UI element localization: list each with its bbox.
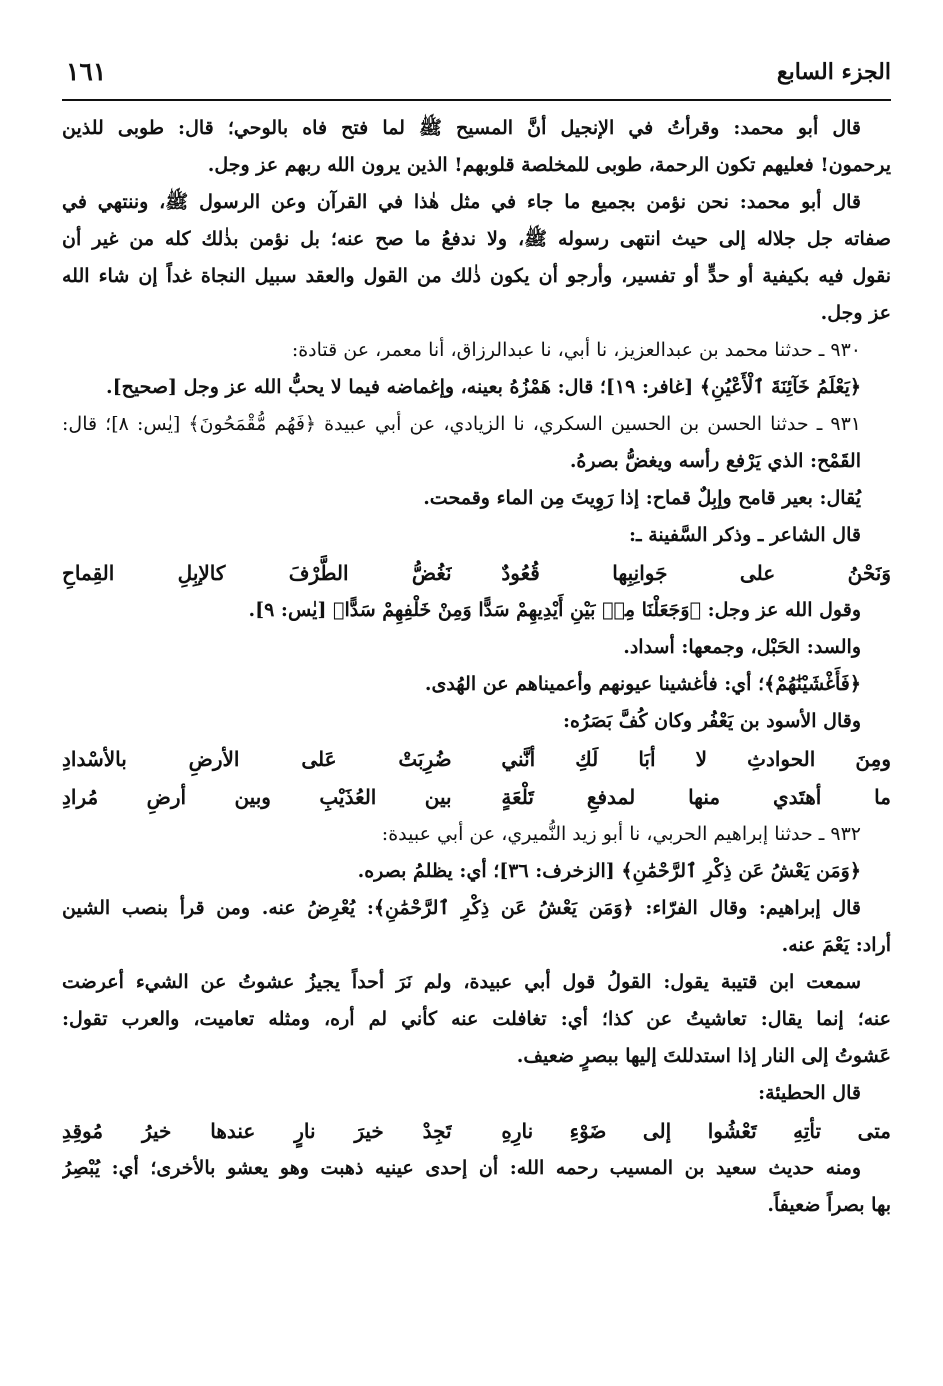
poem-first-hemistich: متى تأتِهِ تَعْشُوا إلى ضَوْءِ نارِهِ	[501, 1119, 891, 1143]
poem-second-hemistich: نَغُضُّ الطَّرْفَ كالإبِلِ القِماحِ	[62, 561, 452, 585]
text-line: قال الشاعر ـ وذكر السَّفينة ـ:	[629, 524, 861, 546]
poem-second-hemistich: تَجِدْ خيرَ نارٍ عندها خيرُ مُوقِدِ	[62, 1119, 452, 1143]
text-line: عنه؛ إنما يقال: تعاشيتُ عن كذا؛ أي: تغافلت عنه كأني لم أره، ومثله تعاميت، والعرب تقول:	[62, 1008, 891, 1030]
text-line: نقول فيه بكيفية أو حدٍّ أو تفسير، وأرجو أن يكون ذٰلك من القول والعقد سبيل النجاة غداً إن شاء الله	[62, 265, 891, 287]
running-title: الجزء السابع	[776, 59, 891, 85]
text-line: قال أبو محمد: وقرأتُ في الإنجيل أنَّ المسيح ﷺ لما فتح فاه بالوحي؛ قال: طوبى للذين	[62, 117, 861, 139]
text-line: ﴿فَأَغْشَيْنَٰهُمْ﴾؛ أي: فأغشينا عيونهم وأعميناهم عن الهُدى.	[424, 673, 861, 695]
text-line: يرحمون! فعليهم تكون الرحمة، طوبى للمخلصة قلوبهم! الذين يرون الله ربهم عز وجل.	[207, 154, 891, 176]
poem-verse	[62, 778, 891, 816]
poem-first-hemistich: ومِنَ الحوادثِ لا أبَا لَكِ أنَّني	[501, 747, 891, 771]
hadith-line: ٩٣٢ ـ حدثنا إبراهيم الحربي، نا أبو زيد النُّميري، عن أبي عبيدة:	[381, 823, 861, 845]
text-line: ﴿وَمَن يَعْشُ عَن ذِكْرِ ٱلرَّحْمَٰنِ﴾ [الزخرف: ٣٦]؛ أي: يظلمُ بصره.	[357, 860, 861, 882]
poem-first-hemistich: وَنَحْنُ على جَوانِبِها قُعُودٌ	[501, 561, 891, 585]
text-line: أراد: يَعْمَ عنه.	[781, 934, 891, 956]
poem-verse	[62, 740, 891, 778]
page-number: ١٦١	[66, 57, 107, 86]
text-line: قال الحطيئة:	[758, 1082, 861, 1104]
text-line: قال أبو محمد: نحن نؤمن بجميع ما جاء في مثل هٰذا في القرآن وعن الرسول ﷺ، وننتهي في	[62, 191, 861, 213]
poem-verse	[62, 554, 891, 592]
text-line: وقال الأسود بن يَعْفُر وكان كُفَّ بَصَرُه:	[562, 710, 861, 732]
text-line: ومنه حديث سعيد بن المسيب رحمه الله: أن إحدى عينيه ذهبت وهو يعشو بالأخرى؛ أي: يُبْصِرُ	[62, 1157, 861, 1179]
hadith-line: ٩٣٠ ـ حدثنا محمد بن عبدالعزيز، نا أبي، نا عبدالرزاق، أنا معمر، عن قتادة:	[291, 339, 861, 361]
text-line: قال إبراهيم: وقال الفرّاء: ﴿وَمَن يَعْشُ عَن ذِكْرِ ٱلرَّحْمَٰنِ﴾: يُعْرِضُ عنه. ومن قرأ بنصب الشين	[62, 897, 861, 919]
text-line: يُقال: بعير قامح وإبِلٌ قماح: إذا رَوِيتَ مِن الماء وقمحت.	[423, 487, 861, 509]
poem-verse	[62, 1112, 891, 1150]
page-header	[62, 55, 891, 101]
text-line: صفاته جل جلاله إلى حيث انتهى رسوله ﷺ، ولا ندفعُ ما صح عنه؛ بل نؤمن بذٰلك كله من غير أن	[62, 228, 891, 250]
poem-second-hemistich: بين العُذَيْبِ وبين أرضِ مُرادِ	[62, 785, 452, 809]
poem-first-hemistich: ما أهتَدي منها لمدفعِ تَلْعَةٍ	[501, 785, 891, 809]
text-line: والسد: الحَبْل، وجمعها: أسداد.	[623, 636, 861, 658]
hadith-line: ٩٣١ ـ حدثنا الحسن بن الحسين السكري، نا الزيادي، عن أبي عبيدة ﴿فَهُم مُّقْمَحُونَ﴾ [يٰس: ٨]؛ قال:	[62, 413, 861, 435]
text-line: ﴿يَعْلَمُ خَآئِنَةَ ٱلْأَعْيُنِ﴾ [غافر: ١٩]؛ قال: هَمْزُهُ بعينه، وإغماضه فيما لا يحبُّ الله عز وجل [صحيح].	[105, 376, 861, 398]
text-line: وقول الله عز وجل: ﴿وَجَعَلْنَا مِنۢ بَيْنِ أَيْدِيهِمْ سَدًّا وَمِنْ خَلْفِهِمْ سَدًّا﴾ [يٰس: ٩].	[248, 599, 861, 621]
text-line: عَشوتُ إلى النار إذا استدللتَ إليها ببصرٍ ضعيف.	[516, 1045, 891, 1067]
page-body	[62, 110, 891, 1224]
text-line: بها بصراً ضعيفاً.	[767, 1194, 891, 1216]
poem-second-hemistich: ضُرِبَتْ عَلى الأرضِ بالأسْدادِ	[62, 747, 452, 771]
text-line: سمعت ابن قتيبة يقول: القولُ قول أبي عبيدة، ولم نَرَ أحداً يجيزُ عشوتُ عن الشيء أعرضت	[62, 971, 861, 993]
text-line: عز وجل.	[820, 302, 891, 324]
text-line: القَمْح: الذي يَرْفع رأسه ويغضُّ بصرهُ.	[569, 450, 861, 472]
